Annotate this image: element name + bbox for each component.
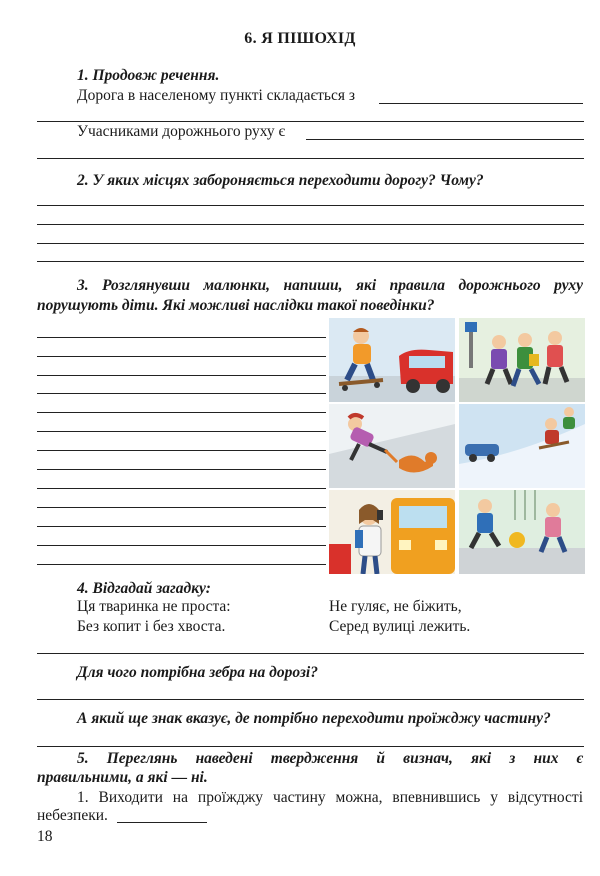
task1-heading: 1. Продовж речення. — [77, 67, 220, 84]
children-running-illustration — [459, 318, 585, 402]
illustrations-grid — [329, 318, 585, 574]
answer-line[interactable] — [37, 746, 584, 747]
girl-cat-illustration — [329, 404, 455, 488]
answer-line[interactable] — [37, 375, 326, 376]
task1-sentence-1: Дорога в населеному пункті складається з — [77, 87, 355, 104]
task3-heading-line-1: 3. Розглянувши малюнки, напиши, які правила дорожнього руху — [77, 277, 583, 294]
skateboard-boy-illustration — [329, 318, 455, 402]
picture-girl-phone-bus — [329, 490, 455, 574]
riddle-right-line-1: Не гуляє, не біжить, — [329, 598, 462, 615]
riddle-right-line-2: Серед вулиці лежить. — [329, 618, 471, 635]
answer-line[interactable] — [37, 121, 584, 122]
picture-kids-playing-ball — [459, 490, 585, 574]
riddle-left-line-2: Без копит і без хвоста. — [77, 618, 226, 635]
answer-line[interactable] — [37, 393, 326, 394]
answer-blank[interactable] — [117, 822, 207, 823]
picture-children-running — [459, 318, 585, 402]
task5-heading-line-2: правильними, а які — ні. — [37, 769, 208, 786]
task5-heading-line-1: 5. Переглянь наведені твердження й визнач, які з них є — [77, 750, 583, 767]
picture-girl-chasing-cat — [329, 404, 455, 488]
riddle-left-line-1: Ця тваринка не проста: — [77, 598, 231, 615]
girl-bus-illustration — [329, 490, 455, 574]
answer-line[interactable] — [379, 103, 583, 104]
picture-skateboard-boy-car — [329, 318, 455, 402]
answer-line[interactable] — [37, 526, 326, 527]
picture-sledding-near-road — [459, 404, 585, 488]
answer-line[interactable] — [37, 564, 326, 565]
sledding-illustration — [459, 404, 585, 488]
answer-line[interactable] — [37, 412, 326, 413]
answer-line[interactable] — [37, 224, 584, 225]
task4-heading: 4. Відгадай загадку: — [77, 580, 211, 597]
answer-line[interactable] — [306, 139, 584, 140]
answer-line[interactable] — [37, 205, 584, 206]
answer-line[interactable] — [37, 450, 326, 451]
answer-line[interactable] — [37, 653, 584, 654]
task1-sentence-2: Учасниками дорожнього руху є — [77, 123, 286, 140]
answer-line[interactable] — [37, 158, 584, 159]
answer-line[interactable] — [37, 507, 326, 508]
page-number: 18 — [37, 828, 53, 845]
task3-heading-line-2: порушують діти. Які можливі наслідки такої поведінки? — [37, 297, 435, 314]
answer-line[interactable] — [37, 488, 326, 489]
answer-line[interactable] — [37, 469, 326, 470]
ball-game-illustration — [459, 490, 585, 574]
answer-line[interactable] — [37, 545, 326, 546]
answer-line[interactable] — [37, 699, 584, 700]
zebra-question: Для чого потрібна зебра на дорозі? — [77, 664, 318, 681]
page-title: 6. Я ПІШОХІД — [244, 30, 356, 47]
answer-line[interactable] — [37, 337, 326, 338]
answer-line[interactable] — [37, 431, 326, 432]
statement-1-line-1: 1. Виходити на проїжджу частину можна, впевнившись у відсутності — [77, 789, 583, 806]
crossing-sign-question: А який ще знак вказує, де потрібно переходити проїжджу частину? — [77, 710, 551, 727]
task2-heading: 2. У яких місцях забороняється переходити дорогу? Чому? — [77, 172, 484, 189]
answer-line[interactable] — [37, 356, 326, 357]
statement-1-line-2: небезпеки. — [37, 807, 108, 824]
answer-line[interactable] — [37, 243, 584, 244]
answer-line[interactable] — [37, 261, 584, 262]
